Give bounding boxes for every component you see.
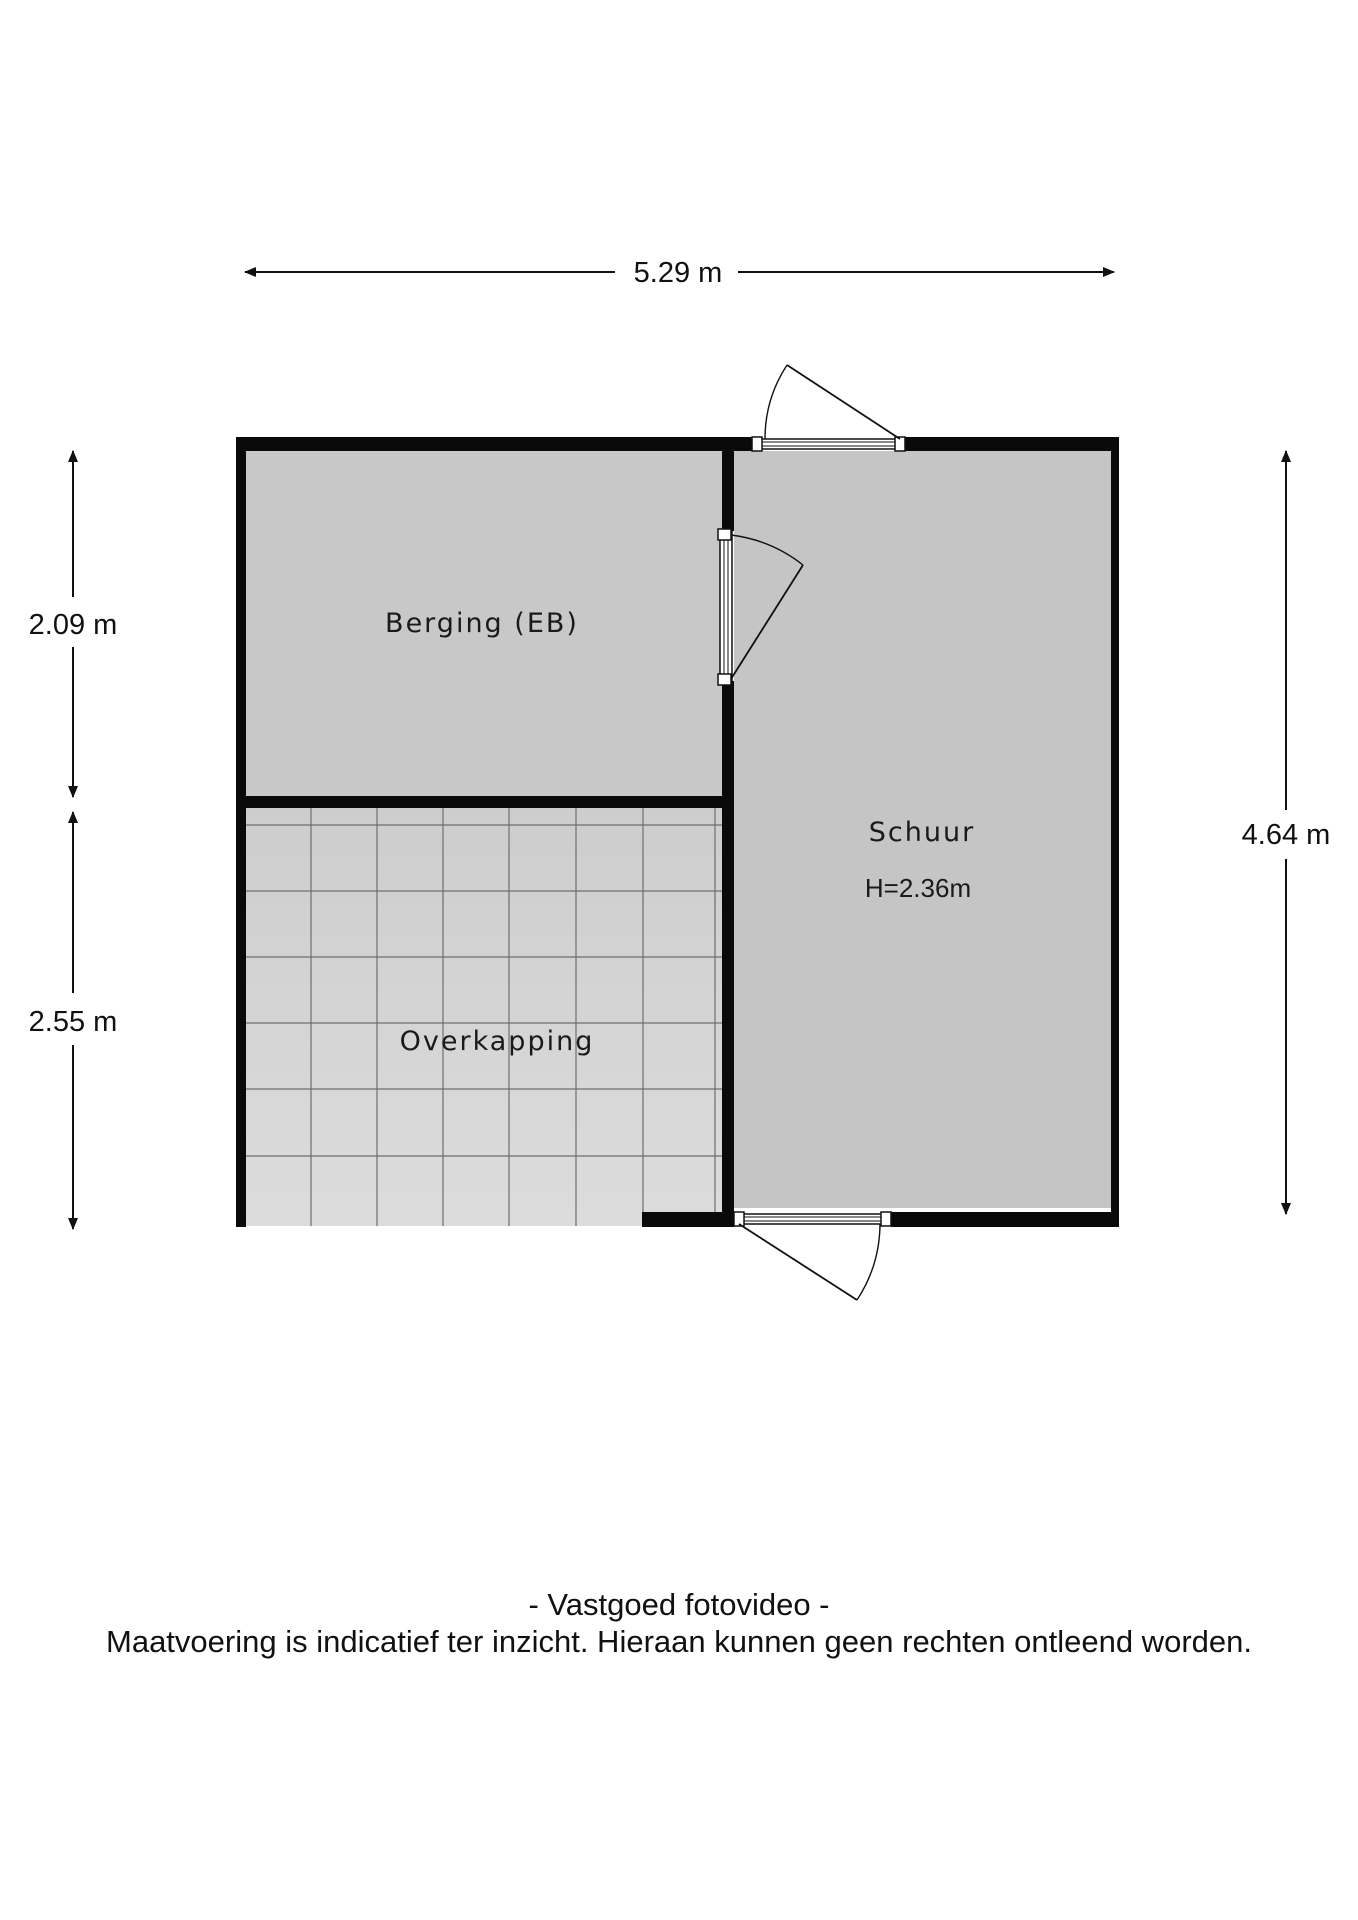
wall-left bbox=[236, 437, 246, 1227]
dimension-lower-label: 2.55 m bbox=[28, 1006, 118, 1038]
berging-label: Berging (EB) bbox=[385, 608, 579, 639]
wall-berging-overkapping bbox=[246, 796, 722, 808]
wall-bottom-right bbox=[891, 1212, 1119, 1227]
wall-right bbox=[1111, 437, 1119, 1227]
wall-middle-lower bbox=[722, 681, 734, 1226]
door-top bbox=[752, 365, 905, 451]
door-bottom bbox=[734, 1212, 891, 1300]
wall-bottom-left bbox=[642, 1212, 734, 1227]
dimension-upper-label: 2.09 m bbox=[28, 609, 118, 641]
footer-disclaimer: Maatvoering is indicatief ter inzicht. Hieraan kunnen geen rechten ontleend worden. bbox=[106, 1624, 1252, 1659]
dimension-upper bbox=[29, 451, 118, 797]
wall-top-right bbox=[905, 437, 1119, 451]
wall-top-left bbox=[236, 437, 752, 451]
overkapping-label: Overkapping bbox=[399, 1026, 595, 1057]
footer-brand: - Vastgoed fotovideo - bbox=[528, 1587, 830, 1622]
schuur-label: Schuur bbox=[868, 817, 976, 848]
dimension-width-label: 5.29 m bbox=[633, 257, 723, 289]
dimension-width bbox=[245, 257, 1114, 289]
dimension-height bbox=[1242, 451, 1331, 1214]
overkapping-floor bbox=[246, 808, 722, 1226]
schuur-height-label: H=2.36m bbox=[864, 873, 972, 903]
wall-middle-upper bbox=[722, 451, 734, 531]
dimension-lower bbox=[29, 812, 118, 1229]
dimension-height-label: 4.64 m bbox=[1241, 819, 1331, 851]
